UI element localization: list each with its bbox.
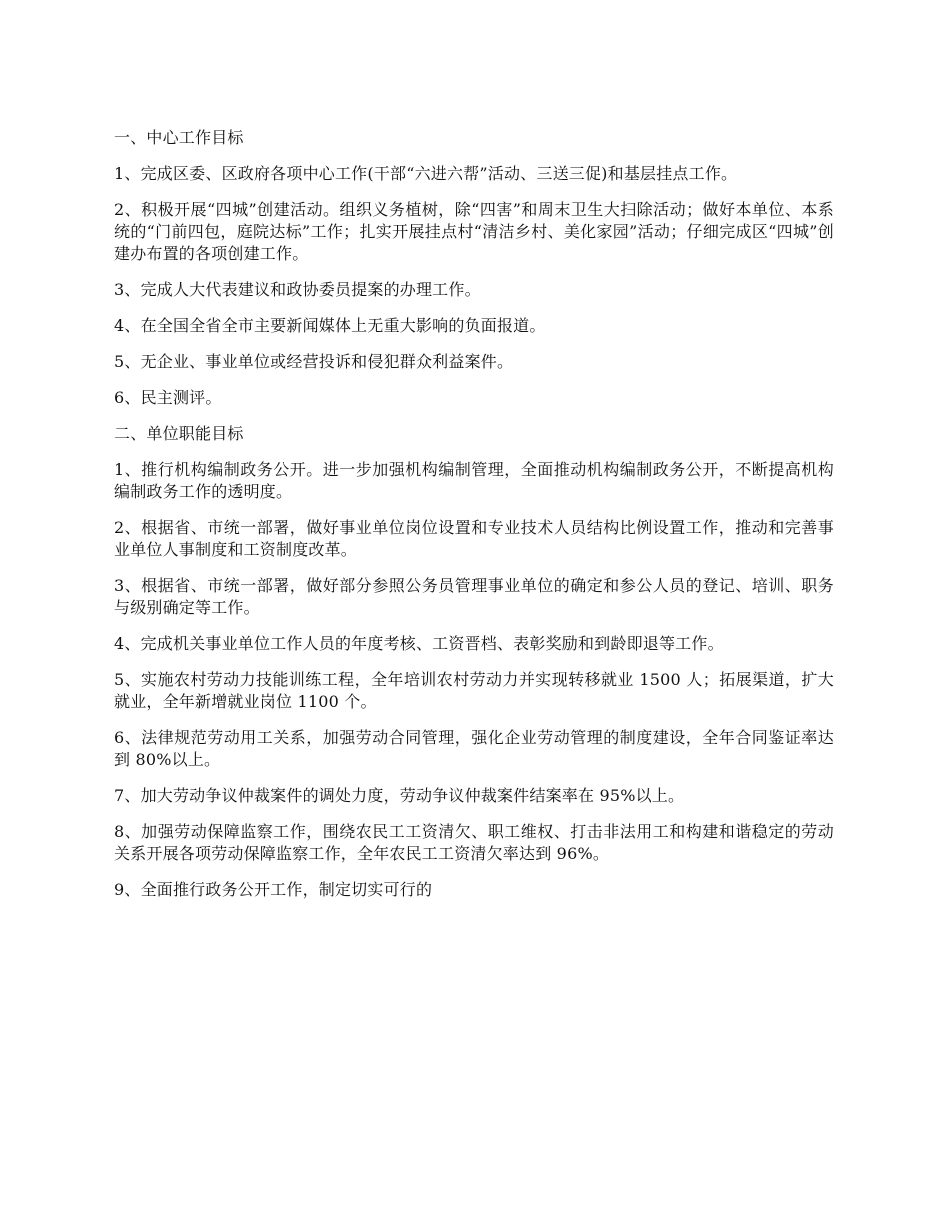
paragraph-center-3: 3、完成人大代表建议和政协委员提案的办理工作。 [114,280,481,299]
paragraph-function-7: 7、加大劳动争议仲裁案件的调处力度，劳动争议仲裁案件结案率在 95%以上。 [114,786,685,805]
paragraph-function-1: 1、推行机构编制政务公开。进一步加强机构编制管理，全面推动机构编制政务公开，不断提高机构编制政务工作的透明度。 [114,460,834,501]
paragraph-center-2: 2、积极开展“四城”创建活动。组织义务植树，除“四害”和周末卫生大扫除活动；做好本单位、本系统的“门前四包，庭院达标”工作；扎实开展挂点村“清洁乡村、美化家园”活动；仔细完成区“四城”创建办布置的各项创建工作。 [114,200,834,263]
paragraph-function-8: 8、加强劳动保障监察工作，围绕农民工工资清欠、职工维权、打击非法用工和构建和谐稳定的劳动关系开展各项劳动保障监察工作，全年农民工工资清欠率达到 96%。 [114,822,834,863]
section-heading-center-work: 一、中心工作目标 [114,128,244,147]
paragraph-center-1: 1、完成区委、区政府各项中心工作(干部“六进六帮”活动、三送三促)和基层挂点工作。 [114,164,738,183]
paragraph-function-4: 4、完成机关事业单位工作人员的年度考核、工资晋档、表彰奖励和到龄即退等工作。 [114,634,724,653]
paragraph-function-2: 2、根据省、市统一部署，做好事业单位岗位设置和专业技术人员结构比例设置工作，推动和完善事业单位人事制度和工资制度改革。 [114,518,834,559]
paragraph-function-9: 9、全面推行政务公开工作，制定切实可行的 [114,880,433,899]
paragraph-function-5: 5、实施农村劳动力技能训练工程，全年培训农村劳动力并实现转移就业 1500 人；拓展渠道，扩大就业，全年新增就业岗位 1100 个。 [114,670,834,711]
paragraph-center-5: 5、无企业、事业单位或经营投诉和侵犯群众利益案件。 [114,352,514,371]
document-body [114,127,834,915]
paragraph-center-6: 6、民主测评。 [114,388,222,407]
section-heading-unit-function: 二、单位职能目标 [114,424,244,443]
paragraph-function-6: 6、法律规范劳动用工关系，加强劳动合同管理，强化企业劳动管理的制度建设，全年合同鉴证率达到 80%以上。 [114,728,834,769]
paragraph-center-4: 4、在全国全省全市主要新闻媒体上无重大影响的负面报道。 [114,316,546,335]
paragraph-function-3: 3、根据省、市统一部署，做好部分参照公务员管理事业单位的确定和参公人员的登记、培训、职务与级别确定等工作。 [114,576,834,617]
